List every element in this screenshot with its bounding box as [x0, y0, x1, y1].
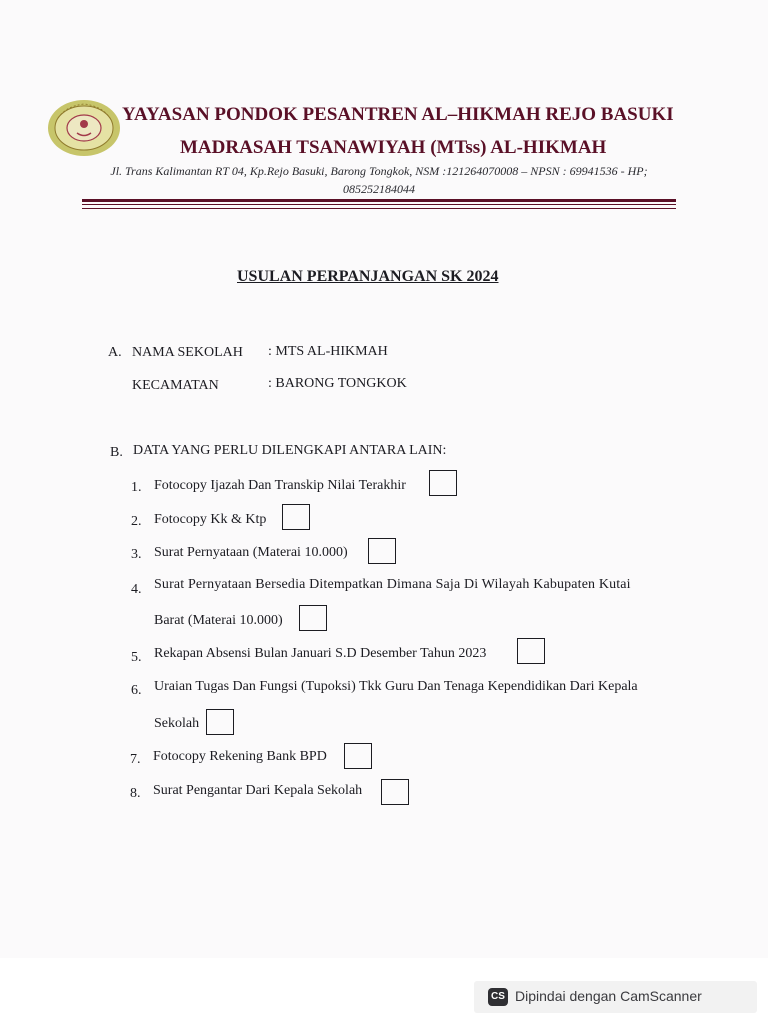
- item-text: Surat Pernyataan (Materai 10.000): [154, 545, 348, 560]
- document-title: USULAN PERPANJANGAN SK 2024: [237, 268, 499, 285]
- item-text: Uraian Tugas Dan Fungsi (Tupoksi) Tkk Guru Dan Tenaga Kependidikan Dari Kepala: [154, 679, 638, 694]
- item-number: 2.: [131, 514, 142, 529]
- section-b-heading: DATA YANG PERLU DILENGKAPI ANTARA LAIN:: [133, 443, 447, 458]
- item-text-continued: Sekolah: [154, 716, 200, 731]
- item-checkbox[interactable]: [282, 504, 310, 530]
- item-text-continued: Barat (Materai 10.000): [154, 613, 283, 628]
- item-checkbox[interactable]: [429, 470, 457, 496]
- section-a-marker: A.: [108, 345, 122, 360]
- item-number: 5.: [131, 650, 142, 665]
- item-checkbox[interactable]: [299, 605, 327, 631]
- camscanner-watermark: [474, 981, 757, 1013]
- item-number: 8.: [130, 786, 141, 801]
- district-value: : BARONG TONGKOK: [268, 376, 407, 391]
- item-number: 1.: [131, 480, 142, 495]
- item-checkbox[interactable]: [381, 779, 409, 805]
- item-text: Surat Pernyataan Bersedia Ditempatkan Dimana Saja Di Wilayah Kabupaten Kutai: [154, 577, 631, 592]
- item-text: Fotocopy Rekening Bank BPD: [153, 749, 327, 764]
- item-number: 3.: [131, 547, 142, 562]
- school-seal-icon: [46, 98, 122, 158]
- item-text: Rekapan Absensi Bulan Januari S.D Desember Tahun 2023: [154, 646, 487, 661]
- item-text: Surat Pengantar Dari Kepala Sekolah: [153, 783, 363, 798]
- item-text: Fotocopy Ijazah Dan Transkip Nilai Terakhir: [154, 478, 406, 493]
- item-text: Fotocopy Kk & Ktp: [154, 512, 267, 527]
- item-number: 6.: [131, 683, 142, 698]
- item-checkbox[interactable]: [517, 638, 545, 664]
- item-checkbox[interactable]: [344, 743, 372, 769]
- letterhead-rule-thin: [82, 204, 676, 205]
- camscanner-label: Dipindai dengan CamScanner: [515, 988, 702, 1004]
- letterhead-rule-thick: [82, 199, 676, 202]
- address-line: Jl. Trans Kalimantan RT 04, Kp.Rejo Basuki, Barong Tongkok, NSM :121264070008 – NPSN : 69941536 - HP;: [110, 164, 648, 178]
- item-number: 7.: [130, 752, 141, 767]
- school-value: : MTS AL-HIKMAH: [268, 344, 388, 359]
- item-checkbox[interactable]: [206, 709, 234, 735]
- section-b-marker: B.: [110, 445, 123, 460]
- school-label: NAMA SEKOLAH: [132, 345, 243, 360]
- item-checkbox[interactable]: [368, 538, 396, 564]
- organization-name: YAYASAN PONDOK PESANTREN AL–HIKMAH REJO BASUKI: [122, 104, 674, 125]
- phone-line: 085252184044: [343, 182, 415, 196]
- address-block: [94, 162, 664, 198]
- letterhead-rule-thin: [82, 208, 676, 209]
- district-label: KECAMATAN: [132, 378, 219, 393]
- camscanner-icon: CS: [488, 988, 508, 1006]
- item-number: 4.: [131, 582, 142, 597]
- school-name: MADRASAH TSANAWIYAH (MTss) AL-HIKMAH: [180, 137, 607, 158]
